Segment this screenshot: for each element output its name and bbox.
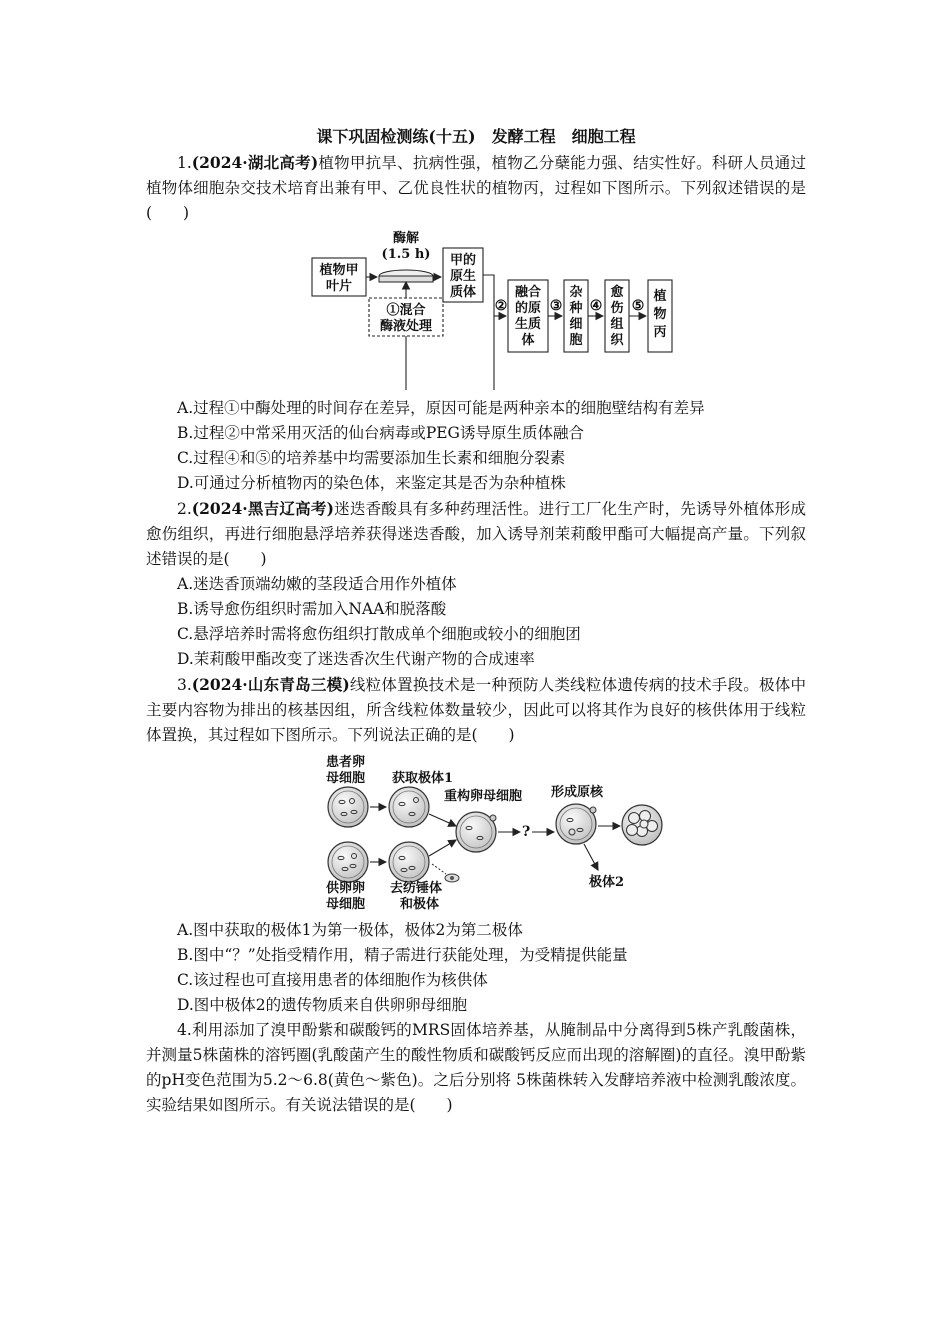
callus-label-1: 愈 [610,285,624,300]
question-source: (2024·湖北高考) [191,153,319,172]
plant-label-1: 植 [653,289,667,304]
question-text: 线粒体置换技术是一种预防人类线粒体遗传病的技术手段。极体中主要内容物为排出的核基因组，所含线粒体数量较少，因此可以将其作为良好的核供体用于线粒体置换，其过程如下图所示。下列说法正确的是( ) [146,676,806,744]
mix-label-2: 酶液处理 [379,319,433,334]
rebuild-oocyte-label: 重构卵母细胞 [444,789,523,804]
question-3-stem [146,672,806,748]
remove-spindle-label-2: 和极体 [400,897,440,912]
question-2-option-c: C.悬浮培养时需将愈伤组织打散成单个细胞或较小的细胞团 [177,625,581,643]
document-page [146,124,806,1118]
question-1-stem [146,150,806,226]
question-1-option-d: D.可通过分析植物丙的染色体，来鉴定其是否为杂种植株 [177,474,566,492]
proto-a-label-1: 甲的 [449,253,477,268]
callus-label-4: 织 [610,333,624,348]
figure-somatic-hybridization [146,230,806,390]
question-2-option-a: A.迷迭香顶端幼嫩的茎段适合用作外植体 [177,575,457,593]
donor-oocyte-label-1: 供卵卵 [326,881,366,896]
question-3-option-c: C.该过程也可直接用患者的体细胞作为核供体 [177,971,488,989]
patient-oocyte-label-1: 患者卵 [326,755,366,770]
figure-mitochondrial-replacement [146,752,806,912]
question-source: (2024·黑吉辽高考) [191,499,334,518]
fused-label-3: 生质 [514,317,542,332]
petri-dish-a [379,270,433,282]
hybrid-label-1: 杂 [569,285,583,300]
fused-label-1: 融合 [514,285,542,300]
question-text: 利用添加了溴甲酚紫和碳酸钙的MRS固体培养基，从腌制品中分离得到5株产乳酸菌株，并测量5株菌株的溶钙圈(乳酸菌产生的酸性物质和碳酸钙反应而出现的溶解圈)的直径。溴甲酚紫的pH变色范围为5.2～6.8(黄色～紫色)。之后分别将 5株菌株转入发酵培养液中检测乳酸浓度。实验结果如图所示。有关说法错误的是( ) [146,1021,806,1114]
question-source: (2024·山东青岛三模) [191,675,350,694]
pronucleus-cell [556,804,596,844]
page-title: 课下巩固检测练(十五) 发酵工程 细胞工程 [316,127,636,146]
hybrid-label-3: 细 [569,317,583,332]
plant-label-2: 物 [653,307,667,322]
question-1-option-a: A.过程①中酶处理的时间存在差异，原因可能是两种亲本的细胞壁结构有差异 [177,399,705,417]
callus-label-2: 伤 [610,301,624,316]
step-5-label: ⑤ [631,298,645,314]
mix-label-1: ①混合 [386,303,426,318]
patient-oocyte-cell [328,787,368,827]
plant-label-3: 丙 [653,325,667,340]
leaf-a-label-1: 植物甲 [319,263,359,278]
question-1-option-c: C.过程④和⑤的培养基中均需要添加生长素和细胞分裂素 [177,449,566,467]
donor-oocyte-label-2: 母细胞 [326,897,366,912]
hybridization-flow-diagram [146,230,806,390]
polar-body-2-label: 极体2 [589,875,625,890]
question-text: 迷迭香酸具有多种药理活性。进行工厂化生产时，先诱导外植体形成愈伤组织，再进行细胞悬浮培养获得迷迭香酸，加入诱导剂茉莉酸甲酯可大幅提高产量。下列叙述错误的是( ) [146,500,806,568]
patient-oocyte-polar-cell [389,787,429,827]
question-2-option-b: B.诱导愈伤组织时需加入NAA和脱落酸 [177,600,447,618]
enucleated-donor-cell [389,842,459,882]
donor-oocyte-cell [328,842,368,882]
form-pronucleus-label: 形成原核 [551,785,604,800]
remove-spindle-label-1: 去纺锤体 [390,881,443,896]
question-number: 3. [177,676,192,694]
question-3-option-b: B.图中“？”处指受精作用，精子需进行获能处理，为受精提供能量 [177,946,628,964]
step-2-label: ② [494,298,508,314]
question-3-option-d: D.图中极体2的遗传物质来自供卵卵母细胞 [177,996,468,1014]
callus-label-3: 组 [610,317,624,332]
enzyme-a-label-1: 酶解 [392,231,420,246]
question-number: 1. [177,154,192,172]
proto-a-label-2: 原生 [449,269,477,284]
hybrid-label-2: 种 [569,301,583,316]
patient-oocyte-label-2: 母细胞 [326,771,366,786]
proto-a-label-3: 质体 [449,285,477,300]
question-2-option-d: D.茉莉酸甲酯改变了迷迭香次生代谢产物的合成速率 [177,650,535,668]
question-4-stem [146,1018,806,1118]
question-1-option-b: B.过程②中常采用灭活的仙台病毒或PEG诱导原生质体融合 [177,424,584,442]
embryo-cell [622,805,662,845]
hybrid-label-4: 胞 [569,333,583,348]
mitochondrial-replacement-diagram [146,752,806,912]
question-text: 植物甲抗旱、抗病性强，植物乙分蘖能力强、结实性好。科研人员通过植物体细胞杂交技术培育出兼有甲、乙优良性状的植物丙，过程如下图所示。下列叙述错误的是( ) [146,154,806,222]
enzyme-a-label-2: (1.5 h) [381,247,431,262]
fused-label-2: 的原 [514,301,542,316]
reconstructed-oocyte-cell [456,812,496,852]
question-number: 2. [177,500,192,518]
leaf-a-label-2: 叶片 [325,279,353,294]
get-polar-body-label: 获取极体1 [392,771,454,786]
step-3-label: ③ [549,298,563,314]
fused-label-4: 体 [521,333,535,348]
question-2-stem [146,496,806,572]
question-number: 4. [177,1021,192,1039]
question-3-option-a: A.图中获取的极体1为第一极体，极体2为第二极体 [177,921,523,939]
unknown-step-label: ? [522,824,531,840]
step-4-label: ④ [589,298,603,314]
